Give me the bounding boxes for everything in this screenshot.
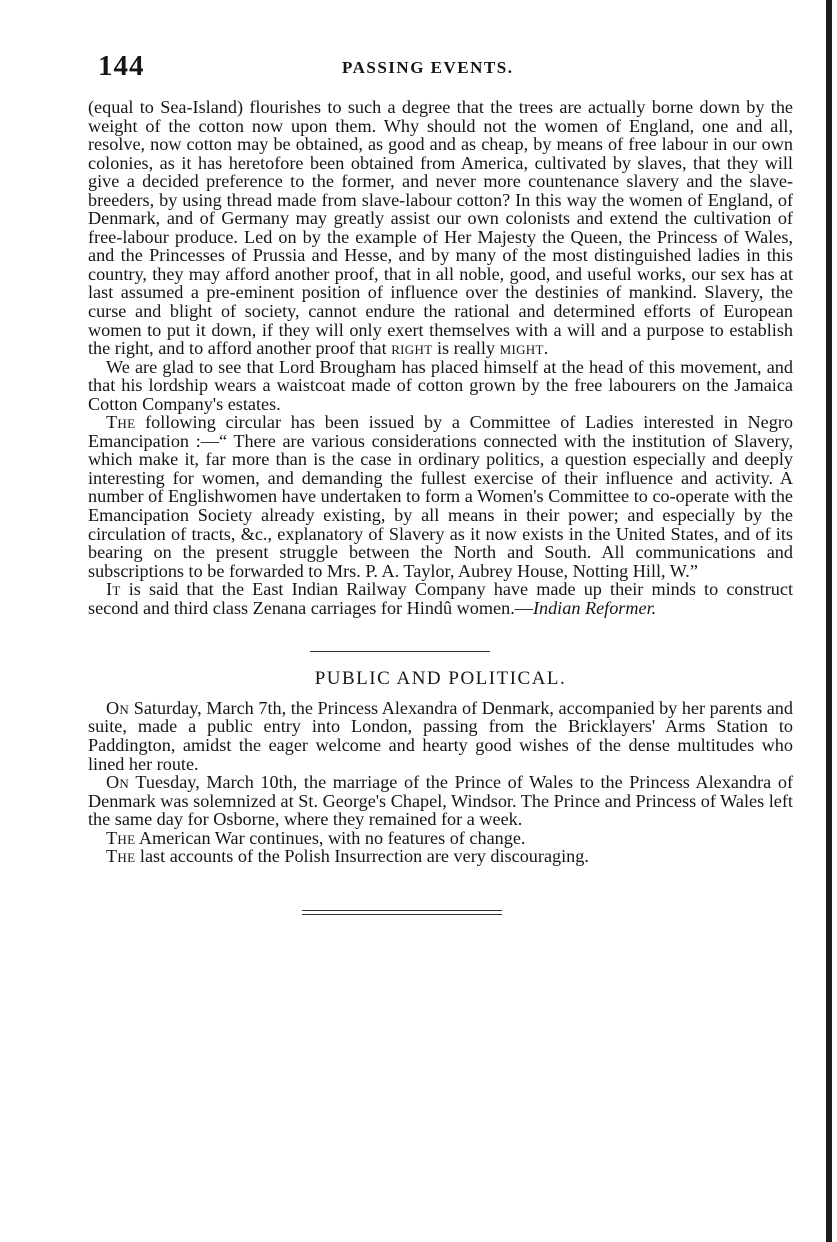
paragraph-railway xyxy=(88,580,793,617)
paragraph-cotton-mid: is really xyxy=(432,338,500,359)
paragraph-royal-marriage-text: Tuesday, March 10th, the marriage of the Prince of Wales to the Princess Alexandra of Denmark was solemnized at St. George's Chapel, Windsor. The Prince and Princess of Wales left the same day for Osborne, where they remained for a week. xyxy=(88,772,793,830)
paragraph-cotton xyxy=(88,98,793,358)
paragraph-railway-text: is said that the East Indian Railway Company have made up their minds to construct second and third class Zenana carriages for Hindû women.— xyxy=(88,579,793,618)
paragraph-brougham: We are glad to see that Lord Brougham has placed himself at the head of this movement, and that his lordship wears a waistcoat made of cotton grown by the free labourers on the Jamaica Cotton Company's estates. xyxy=(88,356,793,414)
paragraph-royal-marriage xyxy=(88,773,793,829)
page-edge-rule xyxy=(826,0,832,1242)
small-caps-right: right xyxy=(391,338,433,359)
paragraph-american-war-lead: The xyxy=(106,827,136,848)
end-rule-2 xyxy=(302,914,502,915)
paragraph-circular-lead: The xyxy=(106,412,136,433)
paragraph-alexandra-entry xyxy=(88,699,793,773)
paragraph-royal-marriage-lead: On xyxy=(106,772,130,793)
running-title: PASSING EVENTS. xyxy=(342,58,514,77)
paragraph-polish-insurrection-text: last accounts of the Polish Insurrection are very discouraging. xyxy=(135,846,589,867)
page-header xyxy=(98,50,798,84)
paragraph-circular xyxy=(88,413,793,580)
source-citation: Indian Reformer. xyxy=(532,597,657,618)
text-column xyxy=(88,98,793,918)
end-rule-1 xyxy=(302,910,502,911)
paragraph-american-war-text: American War continues, with no features of change. xyxy=(135,827,526,848)
section-title: PUBLIC AND POLITICAL. xyxy=(314,668,567,690)
page-number: 144 xyxy=(98,50,145,82)
paragraph-railway-lead: It xyxy=(106,579,121,600)
small-caps-might: might. xyxy=(499,338,549,359)
paragraph-polish-insurrection xyxy=(88,847,793,866)
paragraph-cotton-text: (equal to Sea-Island) flourishes to such a degree that the trees are actually borne down by the weight of the cotton now upon them. Why should not the women of England, one and all, resolve, now cotton may be obtained, as good and as cheap, by means of free labour in our own colonies, as it has heretofore been obtained from America, cultivated by slaves, that they will give a decided preference to the former, and never more countenance slavery and the slave-breeders, by using thread made from slave-labour cotton? In this way the women of England, of Denmark, and of Germany may greatly assist our own colonists and extend the cultivation of free-labour produce. Led on by the example of Her Majesty the Queen, the Princess of Wales, and the Princesses of Prussia and Hesse, and by many of the most distinguished ladies in this country, they may afford another proof, that in all noble, good, and useful works, our sex has at last assumed a pre-eminent position of influence over the destinies of mankind. Slavery, the curse and blight of society, cannot endure the rational and determined efforts of European women to put it down, if they will only exert themselves with a will and a purpose to establish the right, and to afford another proof that xyxy=(88,97,793,359)
paragraph-american-war xyxy=(88,829,793,848)
paragraph-circular-text: following circular has been issued by a Committee of Ladies interested in Negro Emancipation :—“ There are various considerations connected with the institution of Slavery, which make it, far more than is the case in ordinary politics, a question especially and deeply interesting for women, and demanding the fullest exercise of their influence and activity. A number of Englishwomen have undertaken to form a Women's Committee to co-operate with the Emancipation Society already existing, by all means in their power; and especially by the circulation of tracts, &c., explanatory of Slavery as it now exists in the United States, and of its bearing on the present struggle between the North and South. All communications and subscriptions to be forwarded to Mrs. P. A. Taylor, Aubrey House, Notting Hill, W.” xyxy=(88,412,793,581)
section-divider xyxy=(310,651,490,652)
paragraph-alexandra-entry-text: Saturday, March 7th, the Princess Alexandra of Denmark, accompanied by her parents and suite, made a public entry into London, passing from the Bricklayers' Arms Station to Paddington, amidst the eager welcome and hearty good wishes of the dense multitudes who lined her route. xyxy=(88,697,793,774)
paragraph-polish-insurrection-lead: The xyxy=(106,846,136,867)
end-rules xyxy=(302,910,502,915)
paragraph-alexandra-entry-lead: On xyxy=(106,697,130,718)
